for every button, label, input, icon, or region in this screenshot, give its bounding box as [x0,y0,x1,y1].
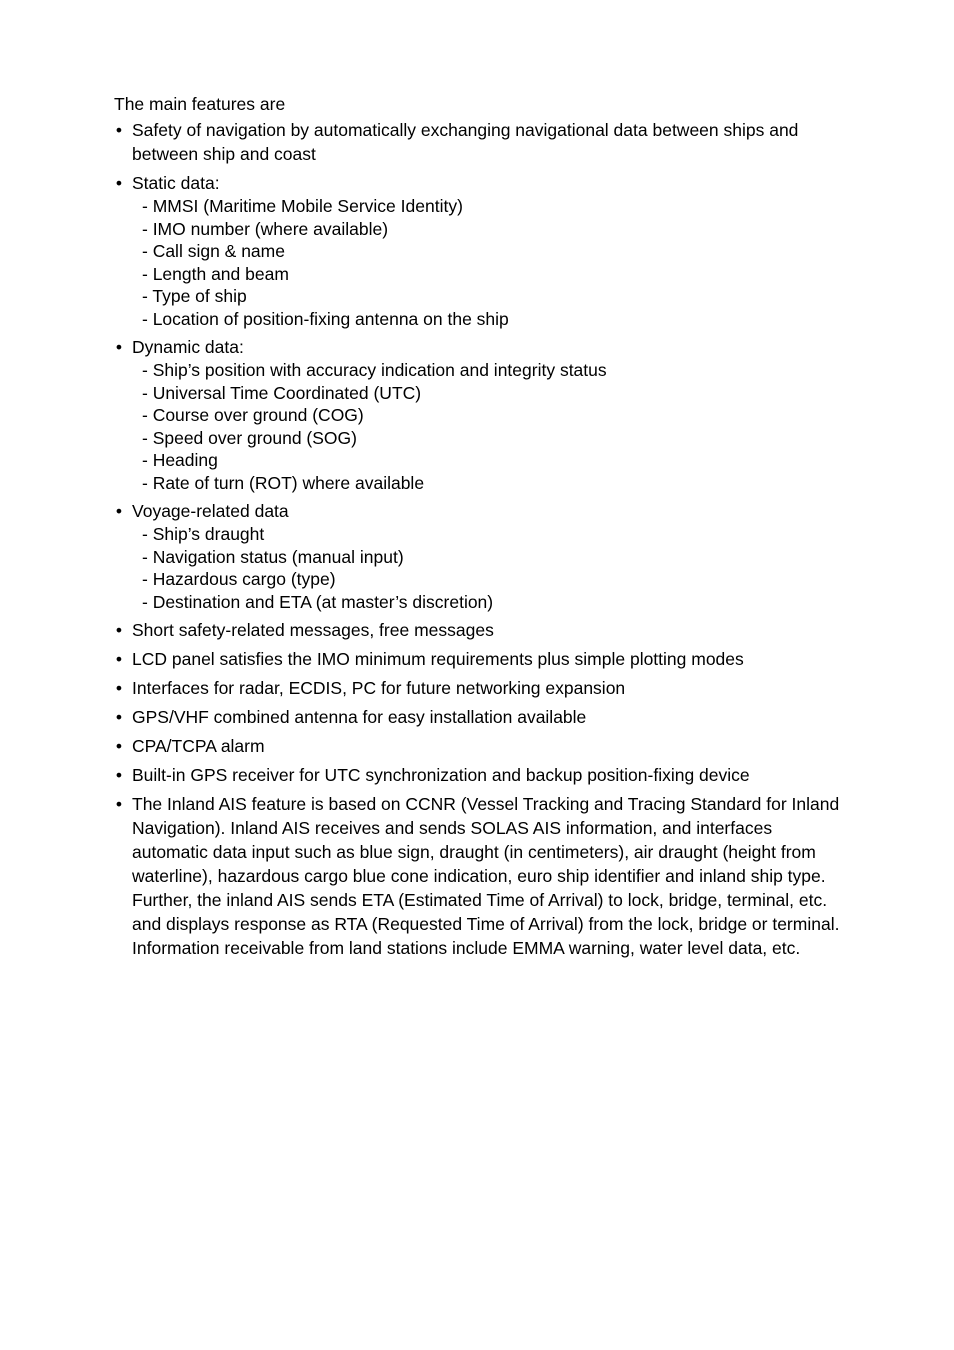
feature-sub-item: - Speed over ground (SOG) [142,427,357,448]
feature-sub-item: - MMSI (Maritime Mobile Service Identity) [142,196,463,216]
feature-sub-item: - IMO number (where available) [142,218,389,239]
feature-item [114,499,844,613]
document-page [114,92,844,965]
feature-sub-list [132,195,844,330]
feature-item [114,118,844,166]
bullet-icon: • [115,736,123,756]
bullet-icon: • [115,765,123,785]
feature-item [114,734,844,758]
feature-list [114,118,844,960]
feature-sub-item: - Length and beam [142,263,289,284]
bullet-icon: • [115,707,123,727]
feature-item [114,705,844,729]
feature-item [114,335,844,494]
feature-item [114,763,844,787]
feature-text: Short safety-related messages, free messages [132,620,494,640]
bullet-icon: • [115,678,123,698]
feature-sub-item: - Navigation status (manual input) [142,546,404,567]
bullet-icon: • [115,649,123,669]
feature-sub-item: - Ship’s draught [142,524,265,544]
feature-text: Interfaces for radar, ECDIS, PC for future networking expansion [132,678,626,698]
feature-text: LCD panel satisfies the IMO minimum requirements plus simple plotting modes [132,649,744,669]
feature-sub-item: - Location of position-fixing antenna on the ship [142,308,509,329]
intro-text: The main features are [114,94,286,114]
feature-sub-list [132,523,844,613]
bullet-icon: • [115,337,123,357]
feature-text: CPA/TCPA alarm [132,736,265,756]
feature-item [114,676,844,700]
feature-text: Voyage-related data [132,501,289,521]
feature-text: GPS/VHF combined antenna for easy installation available [132,707,587,727]
feature-sub-item: - Call sign & name [142,241,285,261]
feature-sub-item: - Ship’s position with accuracy indication and integrity status [142,360,607,380]
feature-text: Static data: [132,173,220,193]
feature-sub-list [132,359,844,494]
feature-text: Built-in GPS receiver for UTC synchronization and backup position-fixing device [132,765,750,785]
feature-item [114,171,844,330]
feature-text: Dynamic data: [132,337,244,357]
feature-item [114,792,844,960]
feature-sub-item: - Course over ground (COG) [142,405,364,425]
feature-sub-item: - Destination and ETA (at master’s discretion) [142,591,494,612]
feature-sub-item: - Universal Time Coordinated (UTC) [142,382,422,403]
feature-sub-item: - Heading [142,450,218,470]
feature-item [114,618,844,642]
bullet-icon: • [115,501,123,521]
feature-sub-item: - Rate of turn (ROT) where available [142,472,425,493]
feature-sub-item: - Type of ship [142,286,247,306]
feature-text: The Inland AIS feature is based on CCNR (Vessel Tracking and Tracing Standard for Inland Navigation). Inland AIS receives and sends SOLAS AIS information, and interfaces automatic data input such as blue sign, draught (in centimeters), air draught (height from waterline), hazardous cargo blue cone indication, euro ship identifier and inland ship type. Further, the inland AIS sends ETA (Estimated Time of Arrival) to lock, bridge, terminal, etc. and displays response as RTA (Requested Time of Arrival) from the lock, bridge or terminal. Information receivable from land stations include EMMA warning, water level data, etc. [132,794,840,958]
feature-sub-item: - Hazardous cargo (type) [142,569,336,589]
bullet-icon: • [115,120,123,140]
feature-item [114,647,844,671]
bullet-icon: • [115,620,123,640]
bullet-icon: • [115,794,123,814]
feature-text: Safety of navigation by automatically exchanging navigational data between ships and between ship and coast [132,120,799,164]
bullet-icon: • [115,173,123,193]
